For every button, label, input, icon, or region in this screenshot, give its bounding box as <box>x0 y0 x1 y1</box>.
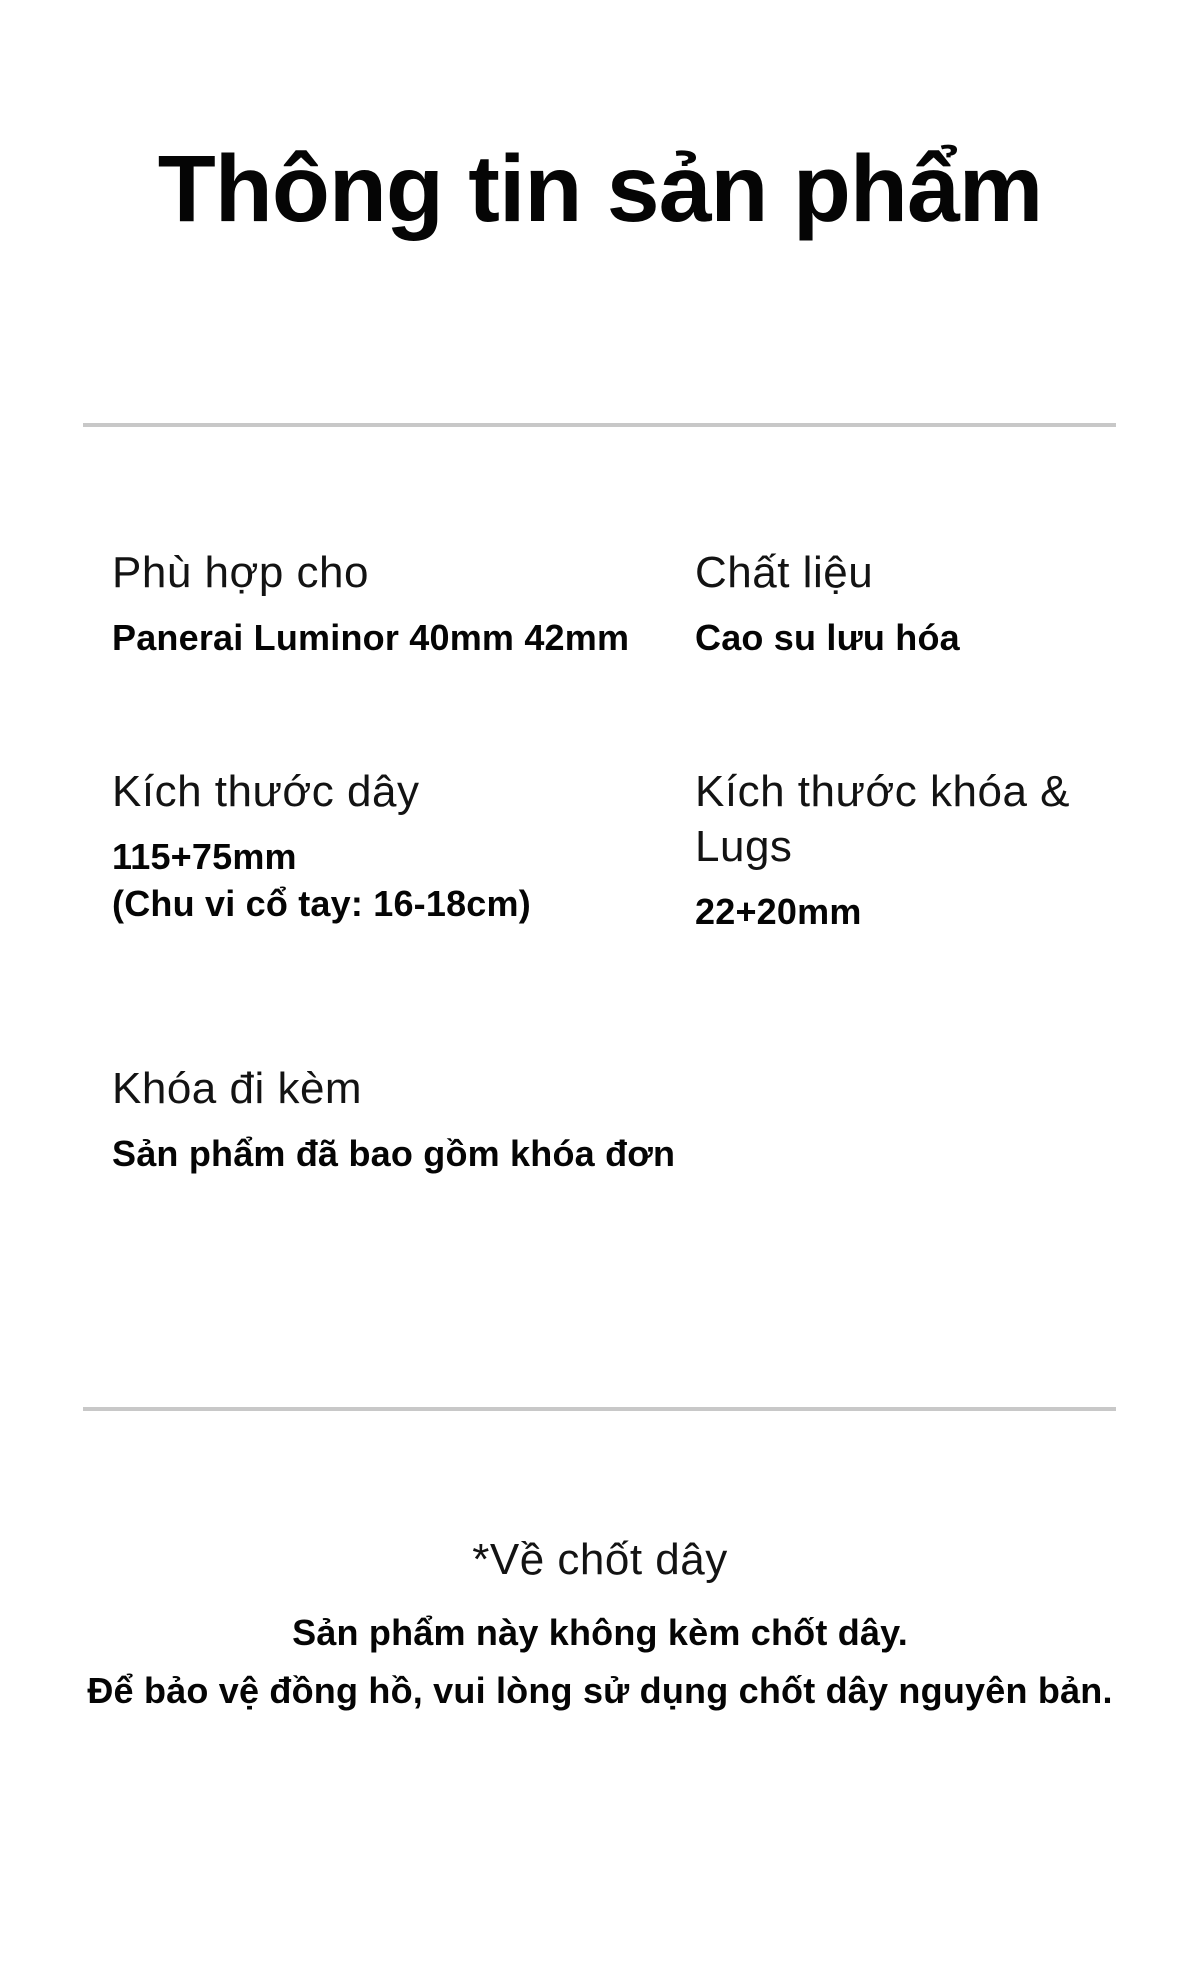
spec-included-buckle-value: Sản phẩm đã bao gồm khóa đơn <box>112 1132 676 1174</box>
spec-material-value: Cao su lưu hóa <box>695 617 960 658</box>
footnote-line-1: Sản phẩm này không kèm chốt dây. <box>292 1612 908 1654</box>
spec-strap-size <box>112 764 695 928</box>
spec-material-label: Chất liệu <box>695 548 874 597</box>
spec-row-3 <box>112 1061 1160 1178</box>
bottom-divider <box>83 1407 1116 1411</box>
spec-buckle-size-value: 22+20mm <box>695 890 862 932</box>
footnote-title: *Về chốt dây <box>472 1535 728 1585</box>
spec-row-2 <box>112 764 1160 936</box>
spec-included-buckle <box>112 1061 695 1178</box>
footnote-section <box>0 1532 1200 1719</box>
spec-material <box>695 545 1160 662</box>
spec-strap-size-label: Kích thước dây <box>112 766 420 816</box>
spec-strap-size-value <box>112 834 695 928</box>
page-title: Thông tin sản phẩm <box>157 136 1043 242</box>
footnote-lines <box>0 1604 1200 1719</box>
spec-buckle-size-label: Kích thước khóa & Lugs <box>695 766 1070 871</box>
spec-fit <box>112 545 695 662</box>
spec-fit-label: Phù hợp cho <box>112 548 369 597</box>
top-divider <box>83 423 1116 427</box>
spec-row-1 <box>112 545 1160 662</box>
product-info-page <box>0 132 1200 1720</box>
spec-strap-size-value-line2: (Chu vi cổ tay: 16-18cm) <box>112 882 531 924</box>
specs-section <box>0 545 1200 1177</box>
spec-fit-value: Panerai Luminor 40mm 42mm <box>112 617 630 658</box>
spec-buckle-size <box>695 764 1160 936</box>
spec-strap-size-value-line1: 115+75mm <box>112 835 297 877</box>
footnote-line-2: Để bảo vệ đồng hồ, vui lòng sử dụng chốt dây nguyên bản. <box>87 1669 1113 1711</box>
spec-included-buckle-label: Khóa đi kèm <box>112 1063 363 1113</box>
